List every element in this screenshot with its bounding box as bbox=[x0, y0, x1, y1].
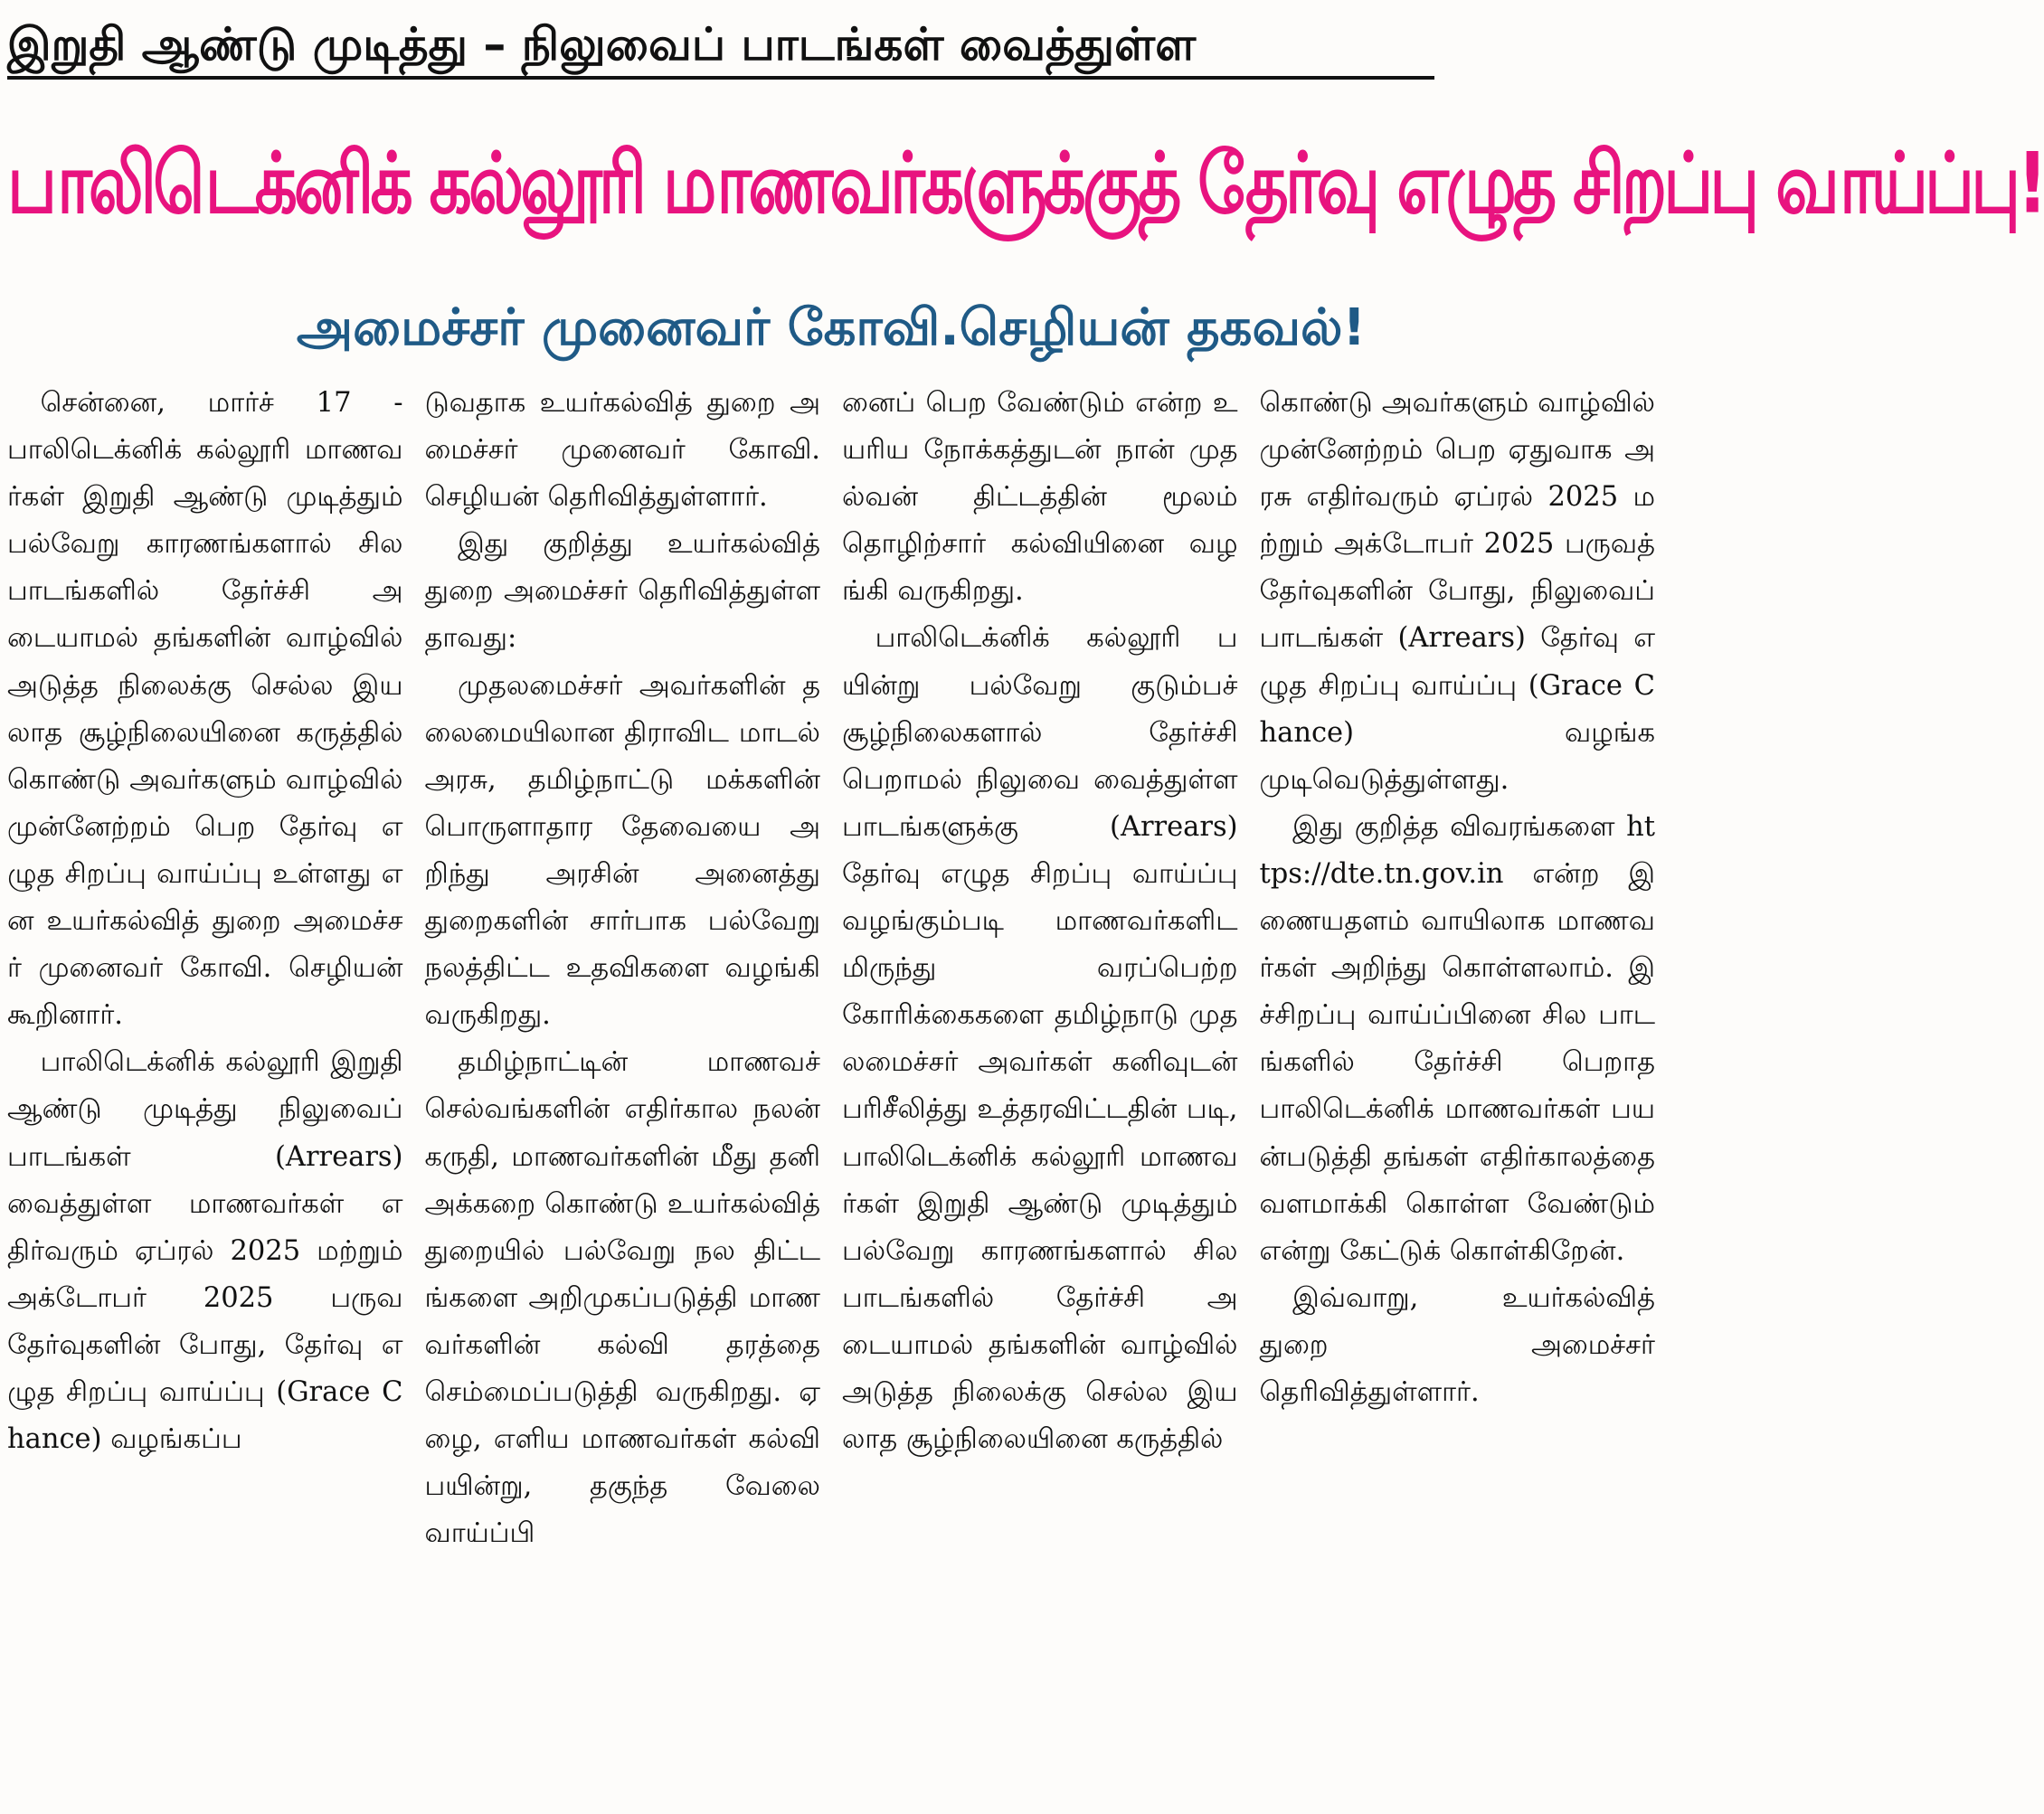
paragraph: பாலிடெக்னிக் கல்லூரி பயின்று பல்வேறு குடும்பச் சூழ்நிலைகளால் தேர்ச்சி பெறாமல் நிலுவை வைத்துள்ள பாடங்களுக்கு (Arrears) தேர்வு எழுத சிறப்பு வாய்ப்பு வழங்கும்படி மாணவர்களிடமிருந்து வரப்பெற்ற கோரிக்கைகளை தமிழ்நாடு முதலமைச்சர் அவர்கள் கனிவுடன் பரிசீலித்து உத்தரவிட்டதின் படி, பாலிடெக்னிக் கல்லூரி மாணவர்கள் இறுதி ஆண்டு முடித்தும் பல்வேறு காரணங்களால் சில பாடங்களில் தேர்ச்சி அடையாமல் தங்களின் வாழ்வில் அடுத்த நிலைக்கு செல்ல இயலாத சூழ்நிலையினை கருத்தில் bbox=[842, 622, 1238, 1456]
paragraph: இவ்வாறு, உயர்கல்வித் துறை அமைச்சர் தெரிவித்துள்ளார். bbox=[1259, 1281, 1655, 1408]
paragraph: சென்னை, மார்ச் 17 - பாலிடெக்னிக் கல்லூரி மாணவர்கள் இறுதி ஆண்டு முடித்தும் பல்வேறு காரணங்களால் சில பாடங்களில் தேர்ச்சி அடையாமல் தங்களின் வாழ்வில் அடுத்த நிலைக்கு செல்ல இயலாத சூழ்நிலையினை கருத்தில் கொண்டு அவர்களும் வாழ்வில் முன்னேற்றம் பெற தேர்வு எழுத சிறப்பு வாய்ப்பு உள்ளது என உயர்கல்வித் துறை அமைச்சர் முனைவர் கோவி. செழியன் கூறினார். bbox=[7, 387, 403, 1032]
headline: பாலிடெக்னிக் கல்லூரி மாணவர்களுக்குத் தேர்வு எழுத சிறப்பு வாய்ப்பு! bbox=[7, 135, 2044, 232]
paragraph: இது குறித்த விவரங்களை https://dte.tn.gov.in என்ற இணையதளம் வாயிலாக மாணவர்கள் அறிந்து கொள்ளலாம். இச்சிறப்பு வாய்ப்பினை சில பாடங்களில் தேர்ச்சி பெறாத பாலிடெக்னிக் மாணவர்கள் பயன்படுத்தி தங்கள் எதிர்காலத்தை வளமாக்கி கொள்ள வேண்டும் என்று கேட்டுக் கொள்கிறேன். bbox=[1259, 810, 1655, 1267]
paragraph: டுவதாக உயர்கல்வித் துறை அமைச்சர் முனைவர் கோவி. செழியன் தெரிவித்துள்ளார். bbox=[424, 387, 820, 514]
column-1 bbox=[7, 380, 403, 1809]
column-3 bbox=[842, 380, 1238, 1809]
column-2 bbox=[425, 380, 821, 1809]
paragraph: இது குறித்து உயர்கல்வித் துறை அமைச்சர் தெரிவித்துள்ளதாவது: bbox=[424, 528, 820, 655]
paragraph: பாலிடெக்னிக் கல்லூரி இறுதி ஆண்டு முடித்து நிலுவைப் பாடங்கள் (Arrears) வைத்துள்ள மாணவர்கள் எதிர்வரும் ஏப்ரல் 2025 மற்றும் அக்டோபர் 2025 பருவ தேர்வுகளின் போது, தேர்வு எழுத சிறப்பு வாய்ப்பு (Grace Chance) வழங்கப்ப bbox=[7, 1046, 403, 1456]
column-4 bbox=[1260, 380, 1656, 1809]
subheadline: அமைச்சர் முனைவர் கோவி.செழியன் தகவல்! bbox=[296, 298, 1367, 357]
kicker-line: இறுதி ஆண்டு முடித்து – நிலுவைப் பாடங்கள் வைத்துள்ள bbox=[7, 13, 1434, 80]
paragraph: னைப் பெற வேண்டும் என்ற உயரிய நோக்கத்துடன் நான் முதல்வன் திட்டத்தின் மூலம் தொழிற்சார் கல்வியினை வழங்கி வருகிறது. bbox=[842, 387, 1238, 608]
paragraph: கொண்டு அவர்களும் வாழ்வில் முன்னேற்றம் பெற ஏதுவாக அரசு எதிர்வரும் ஏப்ரல் 2025 மற்றும் அக்டோபர் 2025 பருவத் தேர்வுகளின் போது, நிலுவைப் பாடங்கள் (Arrears) தேர்வு எழுத சிறப்பு வாய்ப்பு (Grace Chance) வழங்க முடிவெடுத்துள்ளது. bbox=[1259, 387, 1655, 796]
paragraph: தமிழ்நாட்டின் மாணவச் செல்வங்களின் எதிர்கால நலன் கருதி, மாணவர்களின் மீது தனி அக்கறை கொண்டு உயர்கல்வித் துறையில் பல்வேறு நல திட்டங்களை அறிமுகப்படுத்தி மாணவர்களின் கல்வி தரத்தை செம்மைப்படுத்தி வருகிறது. ஏழை, எளிய மாணவர்கள் கல்வி பயின்று, தகுந்த வேலை வாய்ப்பி bbox=[424, 1046, 820, 1550]
article-body bbox=[7, 380, 1655, 1809]
paragraph: முதலமைச்சர் அவர்களின் தலைமையிலான திராவிட மாடல் அரசு, தமிழ்நாட்டு மக்களின் பொருளாதார தேவையை அறிந்து அரசின் அனைத்து துறைகளின் சார்பாக பல்வேறு நலத்திட்ட உதவிகளை வழங்கி வருகிறது. bbox=[424, 669, 820, 1032]
